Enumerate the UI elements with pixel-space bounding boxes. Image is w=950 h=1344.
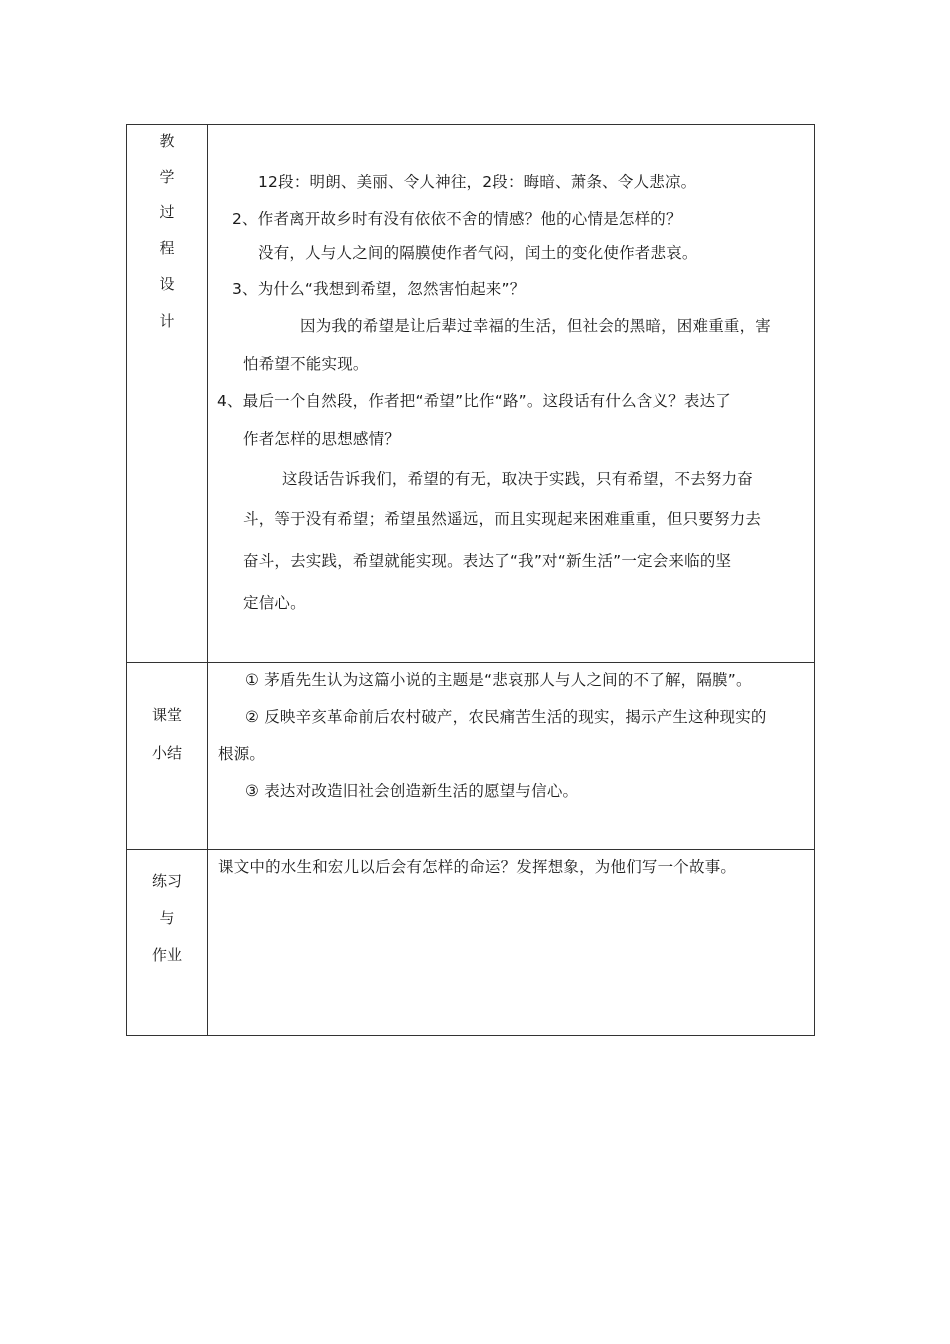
homework-line: 课文中的水生和宏儿以后会有怎样的命运？发挥想象，为他们写一个故事。 [218,858,737,876]
homework-label-line: 作业 [151,946,182,964]
summary-line: ② 反映辛亥革命前后农村破产，农民痛苦生活的现实，揭示产生这种现实的 [245,708,767,726]
process-line: 怕希望不能实现。 [243,355,369,373]
summary-line: ① 茅盾先生认为这篇小说的主题是“悲哀那人与人之间的不了解，隔膜”。 [245,671,752,689]
column-divider [207,125,208,1035]
lesson-plan-table [126,124,815,1036]
process-line: 奋斗，去实践，希望就能实现。表达了“我”对“新生活”一定会来临的坚 [243,552,732,570]
process-label-char: 教 [159,132,175,150]
summary-label-line: 课堂 [151,706,182,724]
process-line: 4、最后一个自然段，作者把“希望”比作“路”。这段话有什么含义？表达了 [217,392,731,410]
homework-label-line: 与 [159,909,175,927]
homework-label-line: 练习 [151,872,182,890]
process-label-char: 设 [159,275,175,293]
row-divider [127,662,814,663]
process-line: 作者怎样的思想感情？ [243,430,401,448]
process-line: 没有，人与人之间的隔膜使作者气闷，闰土的变化使作者悲哀。 [258,244,698,262]
process-line: 定信心。 [243,594,306,612]
process-label-char: 过 [159,203,175,221]
process-line: 2、作者离开故乡时有没有依依不舍的情感？他的心情是怎样的？ [232,210,682,228]
summary-line: ③ 表达对改造旧社会创造新生活的愿望与信心。 [245,782,579,800]
summary-line: 根源。 [218,745,266,763]
process-label-char: 学 [159,168,175,186]
process-line: 因为我的希望是让后辈过幸福的生活，但社会的黑暗，困难重重，害 [300,317,772,335]
row-divider [127,849,814,850]
process-line: 12段：明朗、美丽、令人神往，2段：晦暗、萧条、令人悲凉。 [258,173,697,191]
process-line: 这段话告诉我们，希望的有无，取决于实践，只有希望，不去努力奋 [282,470,754,488]
process-line: 3、为什么“我想到希望，忽然害怕起来”？ [232,280,526,298]
summary-label-line: 小结 [151,744,182,762]
process-line: 斗，等于没有希望；希望虽然遥远，而且实现起来困难重重，但只要努力去 [243,510,762,528]
process-label-char: 程 [159,239,175,257]
process-label-char: 计 [159,312,175,330]
